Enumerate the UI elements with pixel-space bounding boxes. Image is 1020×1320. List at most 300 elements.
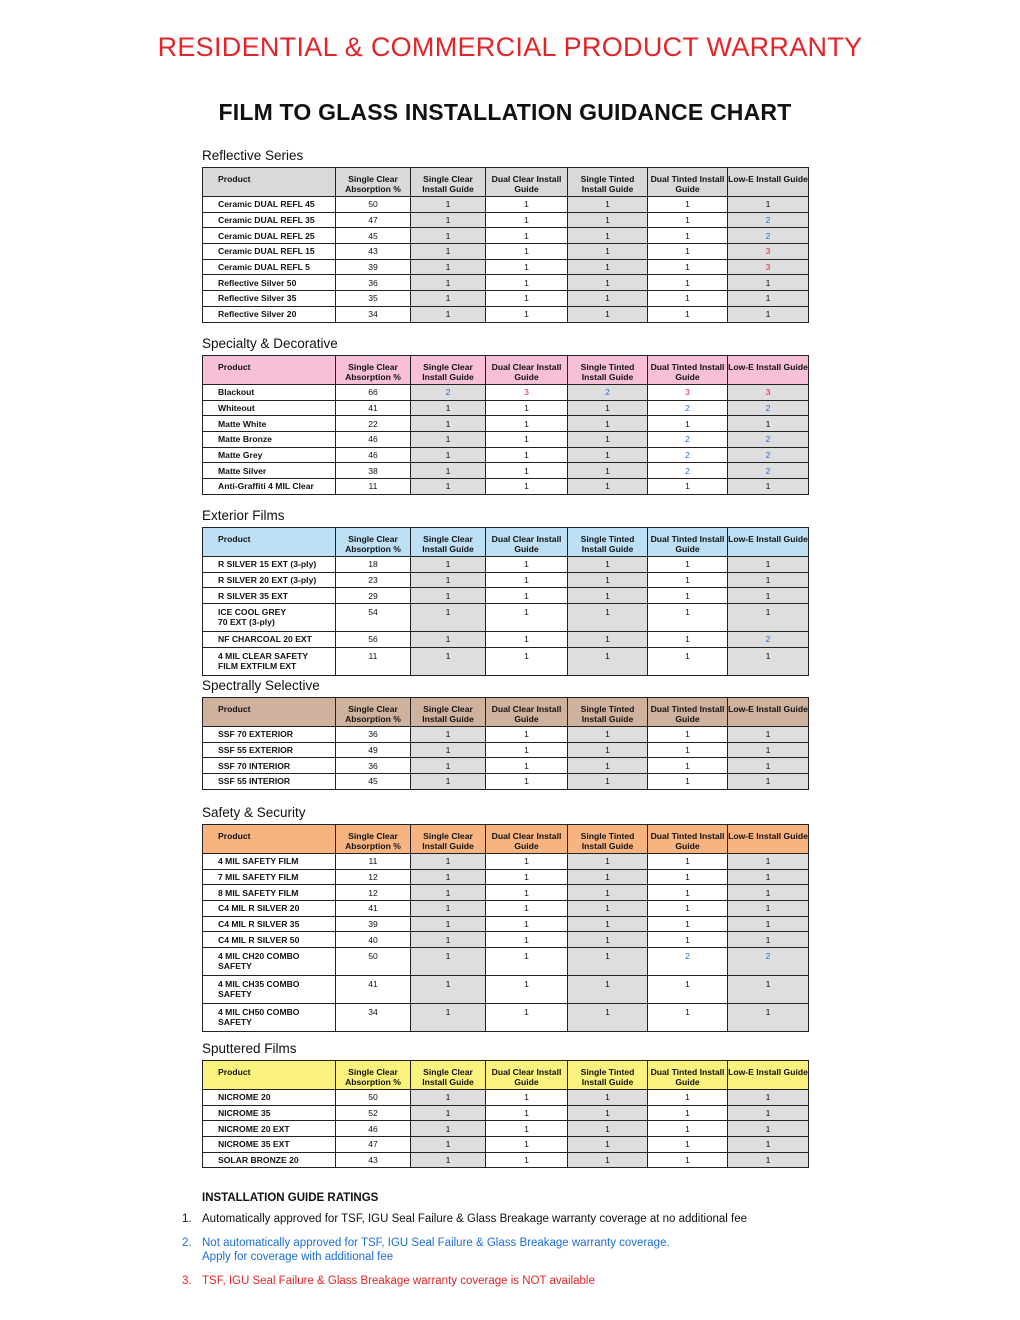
install-guide-rating: 1	[648, 572, 728, 588]
absorption-value: 46	[336, 1121, 411, 1137]
section-title: Safety & Security	[202, 805, 306, 820]
install-guide-rating: 1	[486, 400, 568, 416]
absorption-value: 41	[336, 901, 411, 917]
install-guide-rating: 1	[486, 1004, 568, 1032]
install-guide-rating: 1	[568, 588, 648, 604]
column-header: Single Tinted Install Guide	[568, 356, 648, 385]
install-guide-rating: 1	[648, 885, 728, 901]
install-guide-rating: 1	[411, 632, 486, 648]
table-row	[203, 885, 809, 901]
install-guide-rating: 1	[486, 869, 568, 885]
rating-number: 3.	[182, 1275, 192, 1287]
install-guide-rating: 1	[486, 432, 568, 448]
product-name: R SILVER 20 EXT (3-ply)	[203, 572, 336, 588]
install-guide-rating: 1	[728, 647, 809, 675]
table-row	[203, 400, 809, 416]
table-row	[203, 385, 809, 401]
column-header: Single Tinted Install Guide	[568, 698, 648, 727]
install-guide-rating: 1	[411, 727, 486, 743]
absorption-value: 54	[336, 604, 411, 632]
rating-text: Automatically approved for TSF, IGU Seal Failure & Glass Breakage warranty coverage at no additional fee	[202, 1213, 748, 1225]
product-name: Ceramic DUAL REFL 5	[203, 259, 336, 275]
guidance-table	[202, 527, 809, 676]
product-name: Ceramic DUAL REFL 45	[203, 197, 336, 213]
product-name: Ceramic DUAL REFL 35	[203, 212, 336, 228]
table-row	[203, 901, 809, 917]
install-guide-rating: 1	[568, 1137, 648, 1153]
absorption-value: 50	[336, 948, 411, 976]
install-guide-rating: 1	[486, 758, 568, 774]
install-guide-rating: 1	[568, 647, 648, 675]
install-guide-rating: 2	[648, 432, 728, 448]
install-guide-rating: 1	[411, 291, 486, 307]
ratings-heading: INSTALLATION GUIDE RATINGS	[202, 1192, 379, 1204]
install-guide-rating: 1	[728, 572, 809, 588]
install-guide-rating: 2	[568, 385, 648, 401]
absorption-value: 39	[336, 916, 411, 932]
install-guide-rating: 1	[648, 275, 728, 291]
absorption-value: 39	[336, 259, 411, 275]
column-header: Dual Tinted Install Guide	[648, 698, 728, 727]
install-guide-rating: 1	[411, 275, 486, 291]
product-name: Reflective Silver 20	[203, 306, 336, 322]
table-row	[203, 259, 809, 275]
product-name: SSF 70 INTERIOR	[203, 758, 336, 774]
install-guide-rating: 1	[648, 1004, 728, 1032]
install-guide-rating: 1	[411, 604, 486, 632]
absorption-value: 35	[336, 291, 411, 307]
install-guide-rating: 1	[648, 588, 728, 604]
absorption-value: 36	[336, 727, 411, 743]
absorption-value: 18	[336, 557, 411, 573]
guidance-table	[202, 167, 809, 323]
install-guide-rating: 1	[486, 1152, 568, 1168]
rating-item-2	[182, 1236, 882, 1264]
install-guide-rating: 1	[728, 869, 809, 885]
column-header: Low-E Install Guide	[728, 698, 809, 727]
section-title: Exterior Films	[202, 508, 285, 523]
install-guide-rating: 1	[568, 1105, 648, 1121]
table-header-row	[203, 825, 809, 854]
install-guide-rating: 3	[728, 385, 809, 401]
table-row	[203, 647, 809, 675]
page-title: RESIDENTIAL & COMMERCIAL PRODUCT WARRANTY	[157, 32, 863, 62]
install-guide-rating: 1	[648, 228, 728, 244]
install-guide-rating: 1	[486, 647, 568, 675]
column-header: Single Clear Install Guide	[411, 1061, 486, 1090]
install-guide-rating: 1	[486, 742, 568, 758]
table-row	[203, 306, 809, 322]
install-guide-rating: 1	[648, 1090, 728, 1106]
table-row	[203, 1137, 809, 1153]
install-guide-rating: 1	[411, 869, 486, 885]
column-header: Single Clear Install Guide	[411, 528, 486, 557]
install-guide-rating: 1	[411, 1137, 486, 1153]
absorption-value: 66	[336, 385, 411, 401]
install-guide-rating: 1	[568, 948, 648, 976]
table-row	[203, 1105, 809, 1121]
install-guide-rating: 1	[411, 228, 486, 244]
column-header: Single Tinted Install Guide	[568, 168, 648, 197]
install-guide-rating: 1	[411, 588, 486, 604]
product-name: NICROME 20	[203, 1090, 336, 1106]
section-spectrally-selective	[202, 676, 808, 790]
table-row	[203, 479, 809, 495]
install-guide-rating: 1	[648, 901, 728, 917]
column-header: Product	[203, 698, 336, 727]
install-guide-rating: 1	[568, 976, 648, 1004]
absorption-value: 46	[336, 432, 411, 448]
install-guide-rating: 1	[486, 275, 568, 291]
install-guide-rating: 1	[568, 901, 648, 917]
column-header: Dual Clear Install Guide	[486, 356, 568, 385]
install-guide-rating: 1	[486, 774, 568, 790]
absorption-value: 23	[336, 572, 411, 588]
absorption-value: 47	[336, 1137, 411, 1153]
table-row	[203, 854, 809, 870]
install-guide-rating: 1	[411, 901, 486, 917]
install-guide-rating: 1	[648, 727, 728, 743]
install-guide-rating: 1	[728, 479, 809, 495]
install-guide-rating: 2	[728, 228, 809, 244]
column-header: Dual Tinted Install Guide	[648, 356, 728, 385]
install-guide-rating: 1	[648, 854, 728, 870]
section-exterior-films	[202, 506, 808, 676]
table-row	[203, 416, 809, 432]
install-guide-rating: 1	[486, 948, 568, 976]
install-guide-rating: 1	[411, 572, 486, 588]
install-guide-rating: 2	[411, 385, 486, 401]
absorption-value: 38	[336, 463, 411, 479]
column-header: Product	[203, 528, 336, 557]
install-guide-rating: 1	[648, 479, 728, 495]
column-header: Low-E Install Guide	[728, 168, 809, 197]
product-name: NICROME 20 EXT	[203, 1121, 336, 1137]
column-header: Low-E Install Guide	[728, 356, 809, 385]
column-header: Low-E Install Guide	[728, 528, 809, 557]
product-name: Ceramic DUAL REFL 25	[203, 228, 336, 244]
install-guide-rating: 1	[568, 604, 648, 632]
install-guide-rating: 1	[486, 447, 568, 463]
install-guide-rating: 1	[648, 244, 728, 260]
section-title: Sputtered Films	[202, 1041, 297, 1056]
column-header: Single Tinted Install Guide	[568, 825, 648, 854]
product-name: SSF 70 EXTERIOR	[203, 727, 336, 743]
column-header: Dual Clear Install Guide	[486, 1061, 568, 1090]
absorption-value: 45	[336, 228, 411, 244]
table-row	[203, 742, 809, 758]
install-guide-rating: 1	[568, 197, 648, 213]
install-guide-rating: 1	[486, 901, 568, 917]
column-header: Dual Clear Install Guide	[486, 168, 568, 197]
install-guide-rating: 1	[486, 885, 568, 901]
install-guide-rating: 2	[728, 632, 809, 648]
install-guide-rating: 1	[648, 557, 728, 573]
install-guide-rating: 1	[568, 416, 648, 432]
install-guide-rating: 1	[728, 758, 809, 774]
install-guide-rating: 1	[728, 901, 809, 917]
absorption-value: 41	[336, 976, 411, 1004]
install-guide-rating: 1	[728, 916, 809, 932]
install-guide-rating: 1	[568, 1121, 648, 1137]
install-guide-rating: 1	[486, 1090, 568, 1106]
install-guide-rating: 1	[728, 306, 809, 322]
install-guide-rating: 1	[411, 416, 486, 432]
rating-text: Not automatically approved for TSF, IGU Seal Failure & Glass Breakage warranty coverage. Apply for coverage with additional fee	[202, 1237, 670, 1263]
table-row	[203, 976, 809, 1004]
install-guide-rating: 1	[648, 647, 728, 675]
product-name: Whiteout	[203, 400, 336, 416]
product-name: Reflective Silver 35	[203, 291, 336, 307]
column-header: Dual Tinted Install Guide	[648, 168, 728, 197]
install-guide-rating: 1	[648, 604, 728, 632]
install-guide-rating: 1	[568, 869, 648, 885]
install-guide-rating: 3	[486, 385, 568, 401]
install-guide-rating: 1	[411, 1152, 486, 1168]
install-guide-rating: 1	[486, 932, 568, 948]
column-header: Single Clear Install Guide	[411, 168, 486, 197]
install-guide-rating: 2	[728, 948, 809, 976]
install-guide-rating: 1	[411, 1090, 486, 1106]
table-row	[203, 244, 809, 260]
guidance-table	[202, 1060, 809, 1168]
absorption-value: 49	[336, 742, 411, 758]
install-guide-rating: 1	[411, 932, 486, 948]
column-header: Single Clear Install Guide	[411, 825, 486, 854]
product-name: ICE COOL GREY 70 EXT (3-ply)	[203, 604, 336, 632]
install-guide-rating: 1	[568, 727, 648, 743]
table-row	[203, 291, 809, 307]
product-name: Matte Grey	[203, 447, 336, 463]
product-name: 4 MIL CH35 COMBO SAFETY	[203, 976, 336, 1004]
table-row	[203, 1121, 809, 1137]
install-guide-rating: 1	[486, 916, 568, 932]
install-guide-rating: 1	[486, 632, 568, 648]
install-guide-rating: 1	[568, 291, 648, 307]
install-guide-rating: 1	[486, 572, 568, 588]
install-guide-rating: 1	[486, 291, 568, 307]
column-header: Dual Clear Install Guide	[486, 825, 568, 854]
install-guide-rating: 2	[648, 447, 728, 463]
install-guide-rating: 2	[728, 432, 809, 448]
column-header: Single Tinted Install Guide	[568, 1061, 648, 1090]
absorption-value: 34	[336, 306, 411, 322]
install-guide-rating: 1	[648, 869, 728, 885]
install-guide-rating: 2	[728, 400, 809, 416]
table-header-row	[203, 1061, 809, 1090]
install-guide-rating: 1	[411, 557, 486, 573]
install-guide-rating: 1	[728, 604, 809, 632]
install-guide-rating: 3	[648, 385, 728, 401]
install-guide-rating: 1	[411, 1121, 486, 1137]
install-guide-rating: 1	[411, 1105, 486, 1121]
install-guide-rating: 1	[411, 306, 486, 322]
table-row	[203, 916, 809, 932]
product-name: C4 MIL R SILVER 20	[203, 901, 336, 917]
install-guide-rating: 1	[728, 1137, 809, 1153]
product-name: 4 MIL CH50 COMBO SAFETY	[203, 1004, 336, 1032]
table-row	[203, 447, 809, 463]
install-guide-rating: 1	[728, 742, 809, 758]
section-reflective-series	[202, 146, 808, 323]
table-row	[203, 727, 809, 743]
table-row	[203, 774, 809, 790]
install-guide-rating: 1	[486, 306, 568, 322]
install-guide-rating: 1	[728, 1152, 809, 1168]
rating-item-1	[182, 1212, 882, 1226]
install-guide-rating: 1	[411, 197, 486, 213]
product-name: C4 MIL R SILVER 35	[203, 916, 336, 932]
install-guide-rating: 1	[568, 885, 648, 901]
install-guide-rating: 2	[728, 463, 809, 479]
install-guide-rating: 1	[568, 400, 648, 416]
install-guide-rating: 1	[648, 758, 728, 774]
table-row	[203, 932, 809, 948]
install-guide-rating: 1	[486, 727, 568, 743]
install-guide-rating: 1	[728, 275, 809, 291]
product-name: NICROME 35 EXT	[203, 1137, 336, 1153]
install-guide-rating: 2	[728, 447, 809, 463]
install-guide-rating: 1	[728, 932, 809, 948]
install-guide-rating: 1	[486, 259, 568, 275]
absorption-value: 22	[336, 416, 411, 432]
install-guide-rating: 1	[568, 632, 648, 648]
install-guide-rating: 1	[486, 1105, 568, 1121]
table-row	[203, 275, 809, 291]
install-guide-rating: 1	[568, 932, 648, 948]
install-guide-rating: 1	[568, 212, 648, 228]
install-guide-rating: 1	[411, 259, 486, 275]
section-specialty-decorative	[202, 334, 808, 495]
table-header-row	[203, 356, 809, 385]
install-guide-rating: 1	[486, 479, 568, 495]
install-guide-rating: 1	[411, 212, 486, 228]
absorption-value: 50	[336, 1090, 411, 1106]
table-row	[203, 228, 809, 244]
install-guide-rating: 1	[411, 742, 486, 758]
table-header-row	[203, 698, 809, 727]
product-name: NF CHARCOAL 20 EXT	[203, 632, 336, 648]
table-row	[203, 212, 809, 228]
absorption-value: 12	[336, 869, 411, 885]
install-guide-rating: 1	[648, 976, 728, 1004]
product-name: C4 MIL R SILVER 50	[203, 932, 336, 948]
install-guide-rating: 1	[728, 416, 809, 432]
product-name: NICROME 35	[203, 1105, 336, 1121]
install-guide-rating: 1	[648, 1121, 728, 1137]
install-guide-rating: 1	[411, 976, 486, 1004]
install-guide-rating: 1	[648, 1152, 728, 1168]
absorption-value: 56	[336, 632, 411, 648]
install-guide-rating: 1	[568, 1090, 648, 1106]
install-guide-rating: 1	[728, 1121, 809, 1137]
install-guide-rating: 1	[411, 854, 486, 870]
install-guide-rating: 1	[648, 1105, 728, 1121]
guidance-table	[202, 824, 809, 1032]
install-guide-rating: 2	[728, 212, 809, 228]
table-header-row	[203, 168, 809, 197]
install-guide-rating: 1	[486, 976, 568, 1004]
installation-ratings	[182, 1192, 882, 1298]
absorption-value: 29	[336, 588, 411, 604]
install-guide-rating: 1	[728, 197, 809, 213]
install-guide-rating: 1	[486, 604, 568, 632]
rating-number: 1.	[182, 1213, 192, 1225]
install-guide-rating: 1	[411, 647, 486, 675]
absorption-value: 43	[336, 1152, 411, 1168]
install-guide-rating: 1	[411, 479, 486, 495]
guidance-table	[202, 355, 809, 495]
absorption-value: 11	[336, 647, 411, 675]
install-guide-rating: 1	[568, 479, 648, 495]
absorption-value: 36	[336, 275, 411, 291]
install-guide-rating: 1	[568, 259, 648, 275]
install-guide-rating: 1	[648, 774, 728, 790]
table-header-row	[203, 528, 809, 557]
install-guide-rating: 1	[648, 416, 728, 432]
install-guide-rating: 1	[486, 197, 568, 213]
column-header: Single Clear Absorption %	[336, 825, 411, 854]
install-guide-rating: 1	[728, 291, 809, 307]
install-guide-rating: 1	[486, 854, 568, 870]
install-guide-rating: 1	[648, 932, 728, 948]
product-name: SSF 55 EXTERIOR	[203, 742, 336, 758]
install-guide-rating: 1	[568, 275, 648, 291]
absorption-value: 41	[336, 400, 411, 416]
install-guide-rating: 1	[728, 1004, 809, 1032]
column-header: Single Clear Install Guide	[411, 356, 486, 385]
install-guide-rating: 1	[568, 774, 648, 790]
product-name: Anti-Graffiti 4 MIL Clear	[203, 479, 336, 495]
product-name: 4 MIL SAFETY FILM	[203, 854, 336, 870]
install-guide-rating: 1	[486, 228, 568, 244]
install-guide-rating: 1	[568, 854, 648, 870]
column-header: Single Tinted Install Guide	[568, 528, 648, 557]
install-guide-rating: 1	[728, 854, 809, 870]
table-row	[203, 463, 809, 479]
absorption-value: 52	[336, 1105, 411, 1121]
install-guide-rating: 1	[648, 197, 728, 213]
column-header: Dual Clear Install Guide	[486, 698, 568, 727]
install-guide-rating: 1	[411, 400, 486, 416]
install-guide-rating: 1	[568, 572, 648, 588]
install-guide-rating: 1	[728, 885, 809, 901]
install-guide-rating: 1	[728, 557, 809, 573]
install-guide-rating: 1	[568, 244, 648, 260]
install-guide-rating: 1	[568, 463, 648, 479]
product-name: Ceramic DUAL REFL 15	[203, 244, 336, 260]
product-name: 4 MIL CLEAR SAFETY FILM EXTFILM EXT	[203, 647, 336, 675]
product-name: SSF 55 INTERIOR	[203, 774, 336, 790]
absorption-value: 43	[336, 244, 411, 260]
column-header: Product	[203, 825, 336, 854]
table-row	[203, 197, 809, 213]
install-guide-rating: 1	[486, 244, 568, 260]
rating-item-3	[182, 1274, 882, 1288]
column-header: Product	[203, 168, 336, 197]
install-guide-rating: 1	[728, 1090, 809, 1106]
absorption-value: 47	[336, 212, 411, 228]
install-guide-rating: 1	[411, 432, 486, 448]
section-title: Reflective Series	[202, 148, 304, 163]
table-row	[203, 432, 809, 448]
product-name: Matte Silver	[203, 463, 336, 479]
install-guide-rating: 1	[568, 306, 648, 322]
install-guide-rating: 1	[568, 758, 648, 774]
install-guide-rating: 3	[728, 244, 809, 260]
install-guide-rating: 2	[648, 463, 728, 479]
absorption-value: 46	[336, 447, 411, 463]
